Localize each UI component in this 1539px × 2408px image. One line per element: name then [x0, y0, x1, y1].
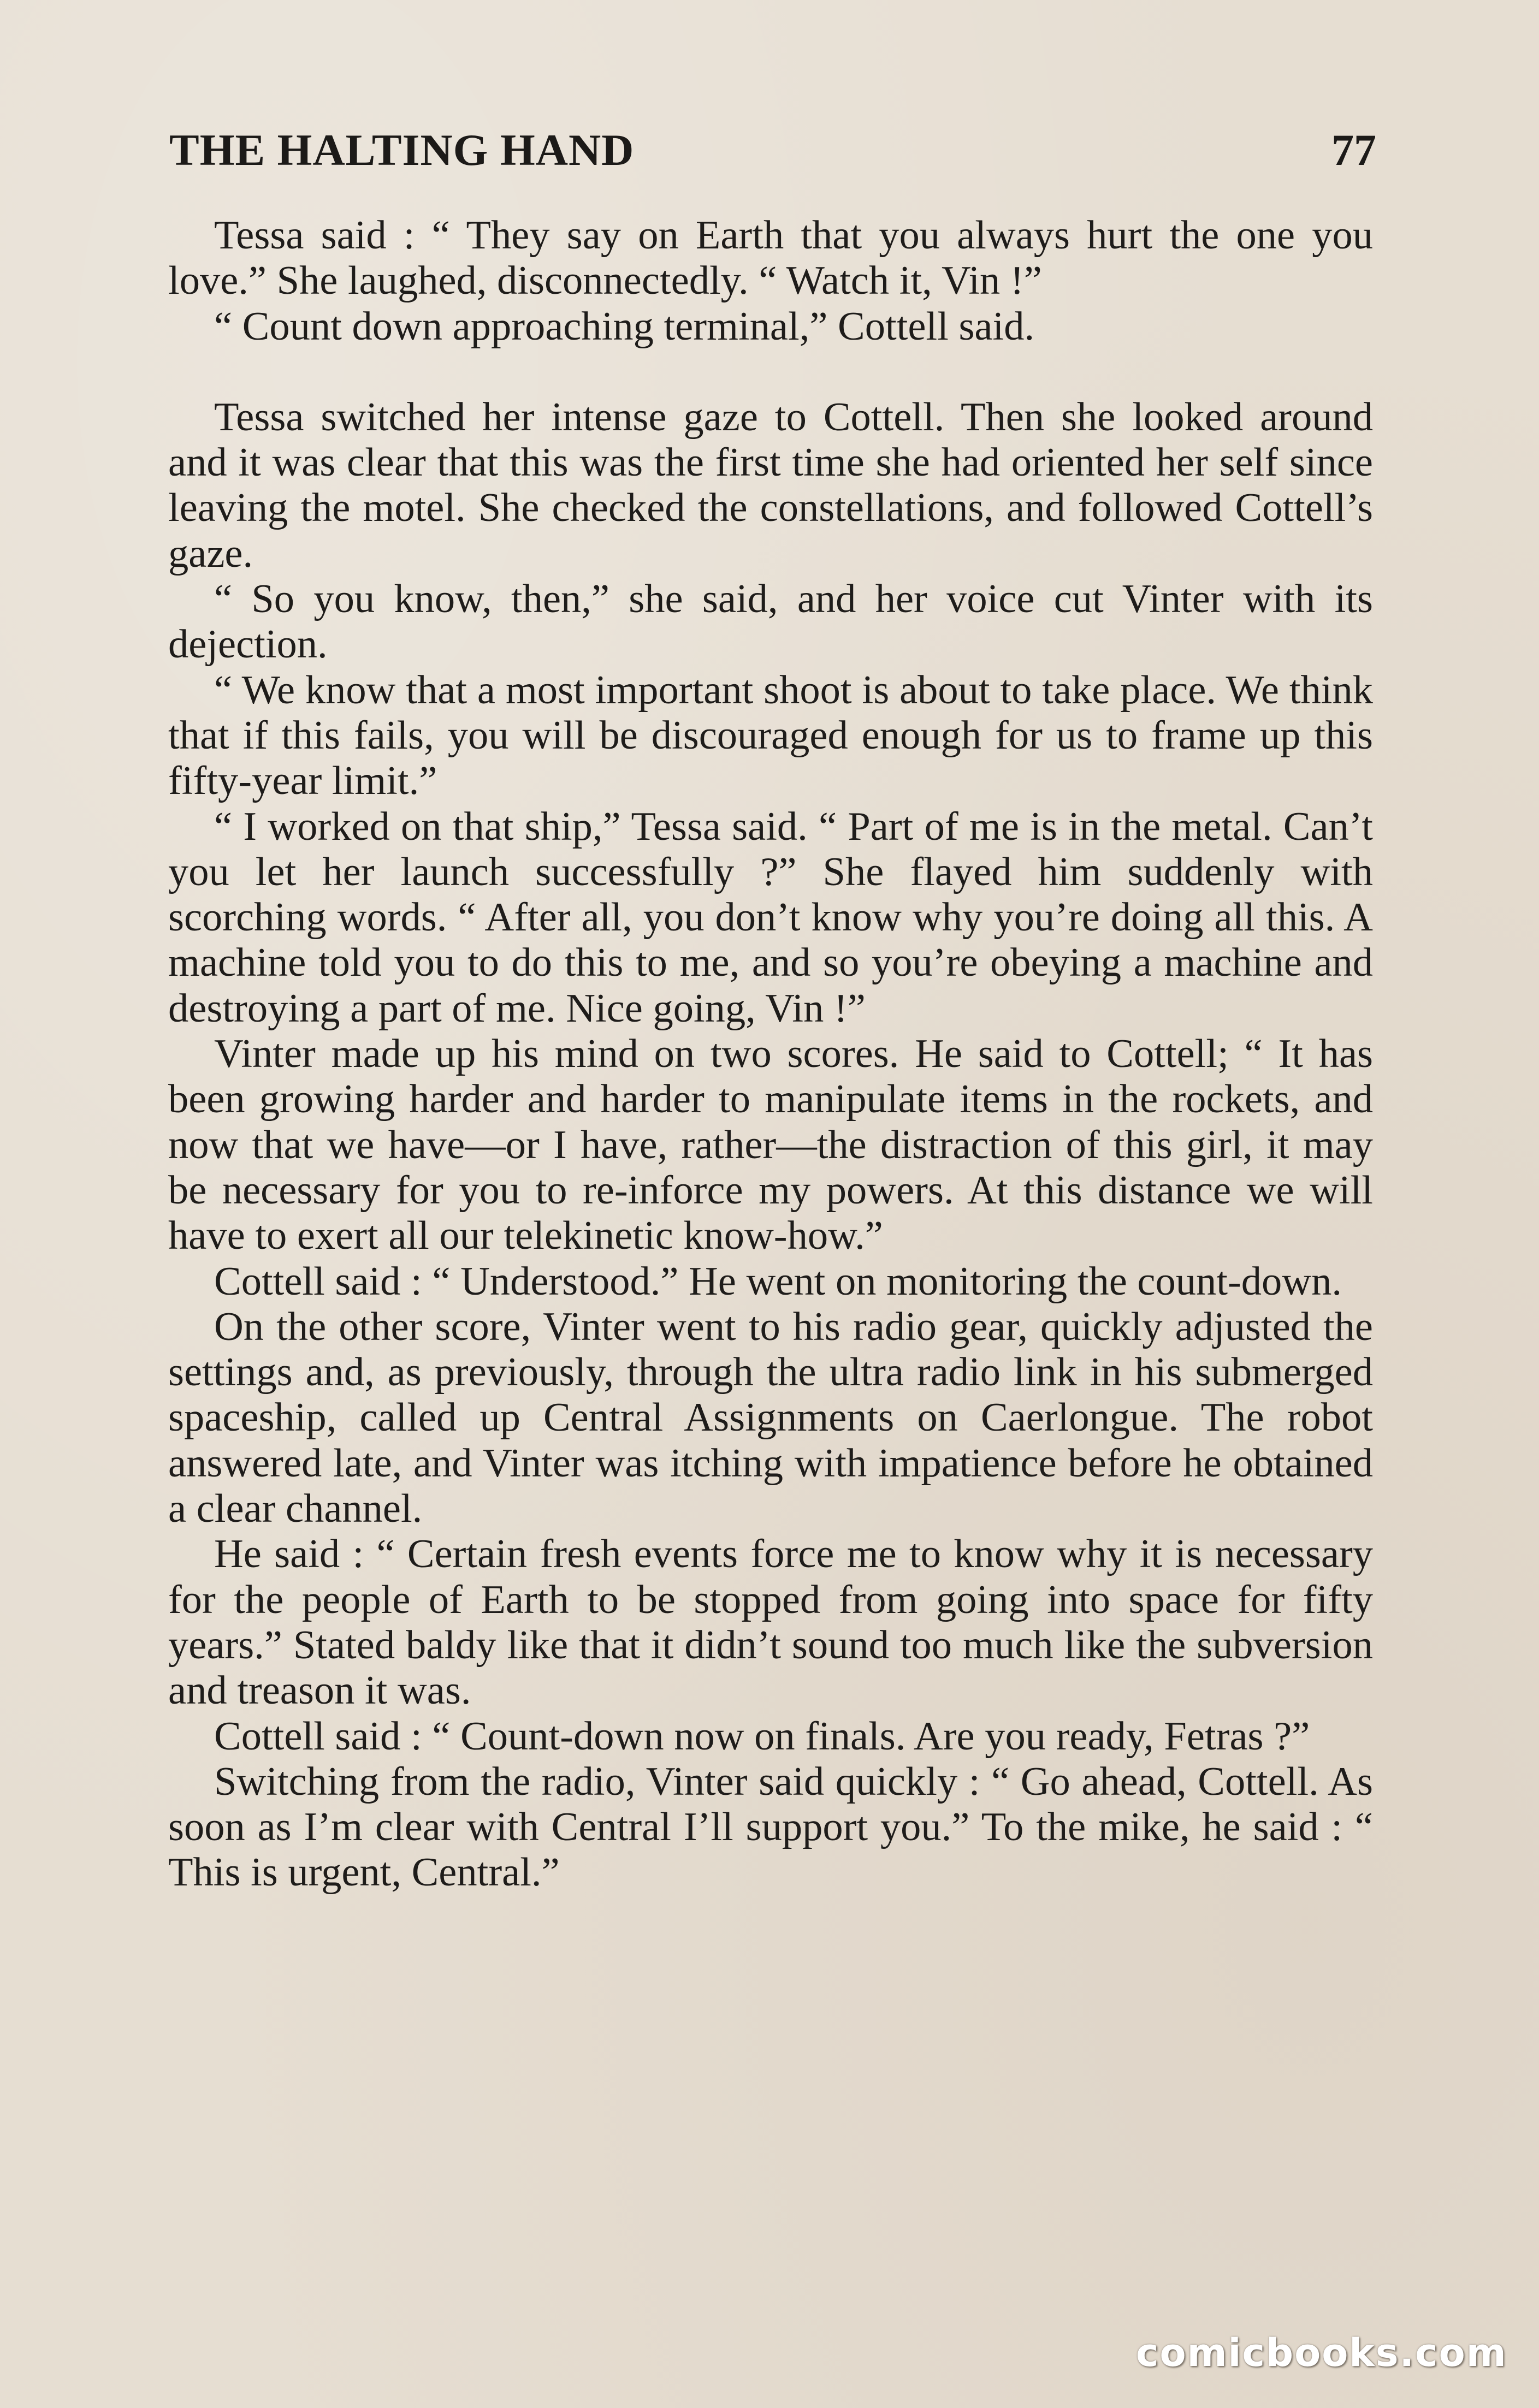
paragraph: Tessa said : “ They say on Earth that you always hurt the one you love.” She laughed, disconnectedly. “ Watch it, Vin !” [168, 213, 1373, 304]
paragraph: “ So you know, then,” she said, and her voice cut Vinter with its dejection. [168, 577, 1373, 667]
paragraph: On the other score, Vinter went to his radio gear, quickly adjusted the settings and, as previously, through the ultra radio link in his submerged spaceship, called up Central Assignments on Caerlongue. The robot answered late, and Vinter was itching with impatience before he obtained a clear channel. [168, 1304, 1373, 1532]
watermark: comicbooks.com [1136, 2330, 1507, 2375]
paragraph: Cottell said : “ Understood.” He went on monitoring the count-down. [214, 1259, 1342, 1304]
paragraph: “ Count down approaching terminal,” Cottell said. [214, 304, 1035, 349]
paragraph: Switching from the radio, Vinter said quickly : “ Go ahead, Cottell. As soon as I’m clear with Central I’ll support you.” To the mike, he said : “ This is urgent, Central.” [168, 1759, 1373, 1895]
paragraph: Tessa switched her intense gaze to Cottell. Then she looked around and it was clear that this was the first time she had oriented her self since leaving the motel. She checked the constellations, and followed Cottell’s gaze. [168, 394, 1373, 576]
body-text [168, 213, 1373, 1896]
paragraph: “ We know that a most important shoot is about to take place. We think that if this fails, you will be discouraged enough for us to frame up this fifty-year limit.” [168, 667, 1373, 804]
page-header [169, 124, 1376, 174]
paragraph: “ I worked on that ship,” Tessa said. “ Part of me is in the metal. Can’t you let her launch successfully ?” She flayed him suddenly with scorching words. “ After all, you don’t know why you’re doing all this. A machine told you to do this to me, and so you’re obeying a machine and destroying a part of me. Nice going, Vin !” [168, 804, 1373, 1031]
running-title: THE HALTING HAND [169, 125, 635, 175]
paragraph: Vinter made up his mind on two scores. He said to Cottell; “ It has been growing harder and harder to manipulate items in the rockets, and now that we have—or I have, rather—the distraction of this girl, it may be necessary for you to re-inforce my powers. At this distance we will have to exert all our telekinetic know-how.” [168, 1031, 1373, 1259]
paragraph: He said : “ Certain fresh events force me to know why it is necessary for the people of Earth to be stopped from going into space for fifty years.” Stated baldy like that it didn’t sound too much like the subversion and treason it was. [168, 1532, 1373, 1713]
paragraph: Cottell said : “ Count-down now on finals. Are you ready, Fetras ?” [214, 1713, 1310, 1759]
page-number: 77 [1331, 125, 1376, 175]
